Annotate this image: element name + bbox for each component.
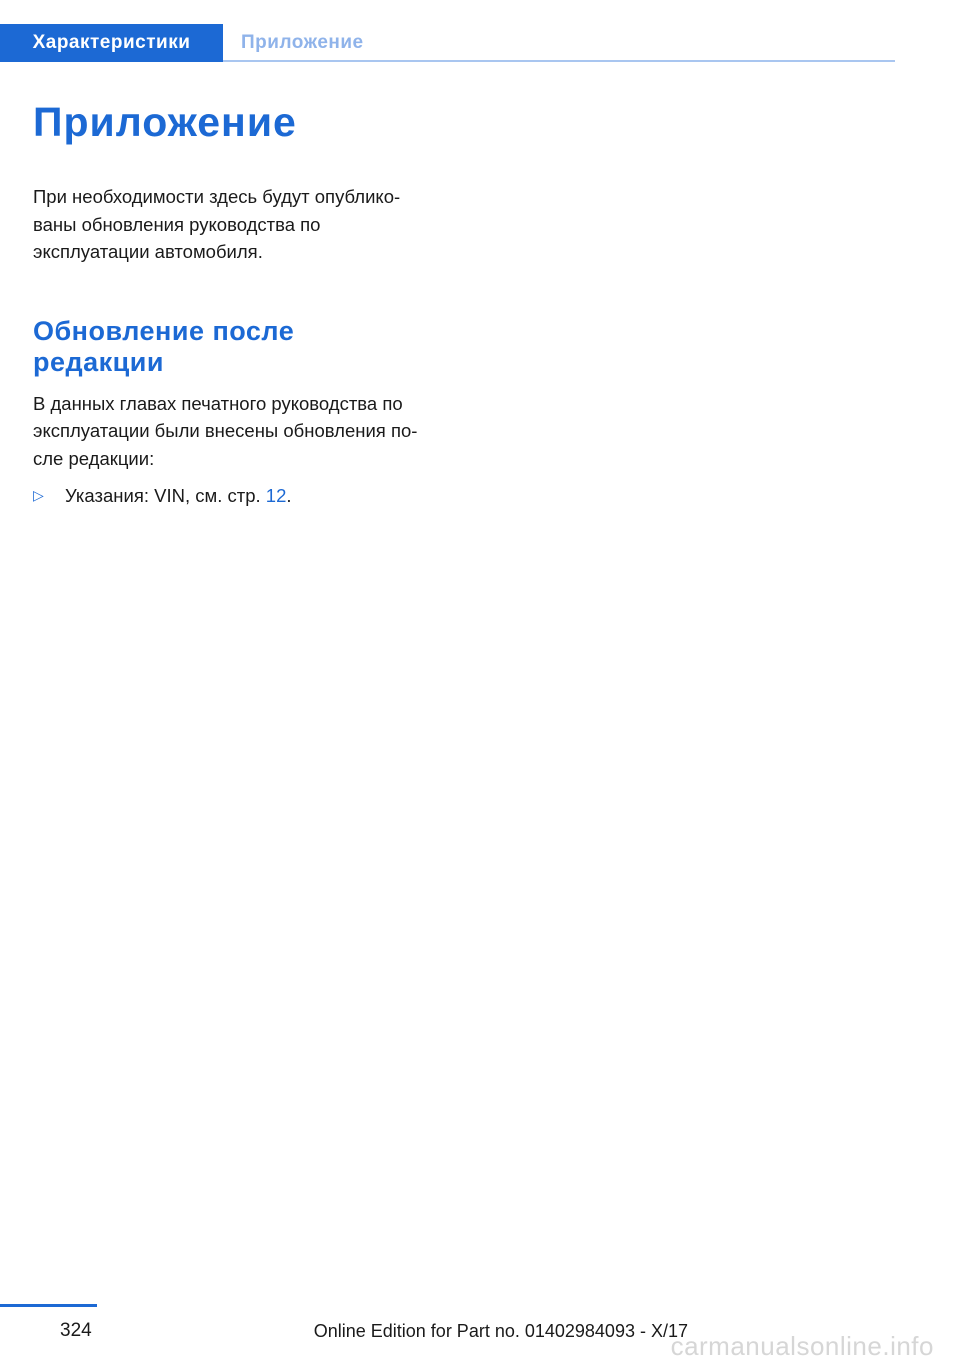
intro-line: При необходимости здесь будут опублико- xyxy=(33,186,401,207)
watermark: carmanualsonline.info xyxy=(670,1331,934,1361)
list-item xyxy=(33,482,443,510)
section-heading-line: Обновление после xyxy=(33,315,295,346)
list-item-text xyxy=(65,482,292,510)
header-bar xyxy=(0,24,895,62)
page-number: 324 xyxy=(60,1320,92,1341)
section-line: эксплуатации были внесены обновления по- xyxy=(33,420,418,441)
intro-line: ваны обновления руководства по xyxy=(33,213,321,235)
section-line: В данных главах печатного руководства по xyxy=(33,392,403,414)
intro-line: эксплуатации автомобиля. xyxy=(33,241,263,262)
section-heading-line: редакции xyxy=(33,346,164,377)
section-heading xyxy=(33,316,443,378)
list-item-label: Указания: VIN, см. стр. xyxy=(65,485,266,506)
triangle-bullet-icon: ▷ xyxy=(33,487,44,503)
header-divider xyxy=(223,60,895,62)
breadcrumb-section[interactable]: Приложение xyxy=(241,32,364,53)
section-line: сле редакции: xyxy=(33,447,155,469)
main-content xyxy=(33,95,443,510)
page-reference-link[interactable]: 12 xyxy=(265,485,287,506)
list-item-end: . xyxy=(286,485,292,506)
breadcrumb-chapter[interactable]: Характеристики xyxy=(0,24,223,62)
intro-paragraph xyxy=(33,183,443,266)
section-paragraph xyxy=(33,390,443,473)
edition-note: Online Edition for Part no. 01402984093 - X/17 xyxy=(313,1321,688,1341)
footer-divider xyxy=(0,1304,97,1307)
page-title: Приложение xyxy=(33,99,297,145)
